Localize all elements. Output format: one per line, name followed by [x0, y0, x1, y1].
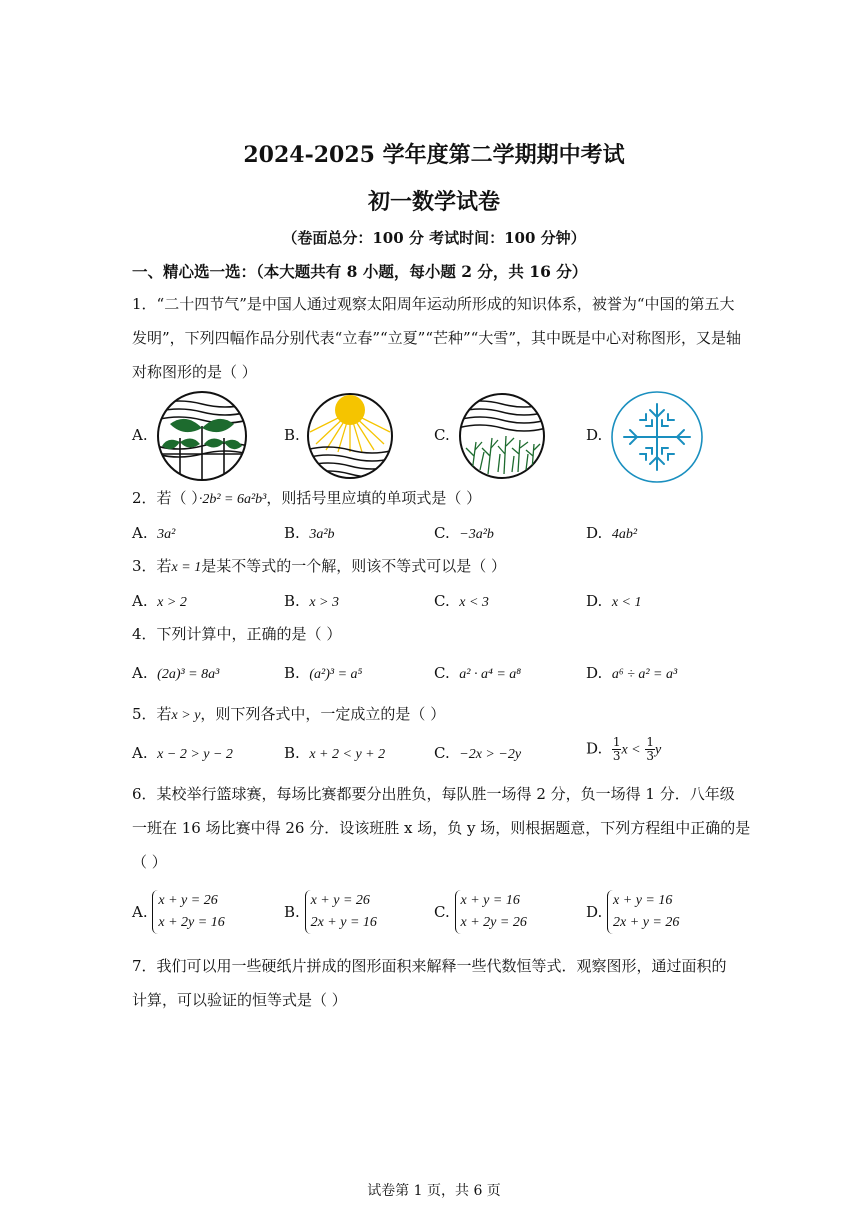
q7-line2: 计算，可以验证的恒等式是（ ）	[132, 991, 347, 1009]
q2-option-c-label: C.	[434, 524, 450, 542]
q6-option-b-label: B.	[284, 903, 300, 921]
q2-option-d	[586, 524, 637, 543]
q1-line3: 对称图形的是（ ）	[132, 363, 257, 381]
lixia-icon	[306, 392, 394, 480]
q2-stem	[132, 488, 738, 510]
q2-stem-expr: ·2b² = 6a²b³	[198, 492, 267, 507]
q5-option-b-text: x + 2 < y + 2	[309, 747, 386, 762]
q4-option-d-text: a⁶ ÷ a² = a³	[611, 667, 678, 682]
q4-option-b	[284, 664, 362, 683]
q5-option-d-fraction-2: $\frac{1}{3}$	[646, 735, 655, 763]
q3-option-d-text: x < 1	[611, 595, 642, 610]
q2-option-a-label: A.	[132, 524, 148, 542]
q5-option-c-label: C.	[434, 744, 450, 762]
q5-option-a	[132, 744, 233, 763]
q5-option-b-label: B.	[284, 744, 300, 762]
q2-stem-pre: 2．若（ ）	[132, 489, 199, 507]
q6-option-b-system: x + y = 26 2x + y = 16	[305, 890, 377, 934]
q3-option-a-text: x > 2	[157, 595, 187, 610]
q3-option-c-text: x < 3	[459, 595, 489, 610]
q3-option-b-text: x > 3	[309, 595, 340, 610]
q5-option-c	[434, 744, 521, 763]
q6-option-c-system: x + y = 16 x + 2y = 26	[455, 890, 527, 934]
q1-line1: 1．“二十四节气”是中国人通过观察太阳周年运动所形成的知识体系，被誉为“中国的第五大	[132, 295, 735, 313]
exam-info: （卷面总分：100 分 考试时间：100 分钟）	[282, 229, 586, 247]
q4-option-b-text: (a²)³ = a⁵	[309, 667, 363, 682]
q6-option-a-system: x + y = 26 x + 2y = 16	[152, 890, 224, 934]
q2-option-d-label: D.	[586, 524, 603, 542]
q4-option-c	[434, 664, 521, 683]
q3-option-c	[434, 592, 489, 611]
q1-option-d-label: D.	[586, 426, 603, 444]
exam-title: 2024-2025 学年度第二学期期中考试	[243, 142, 625, 168]
q1-option-b-label: B.	[284, 426, 300, 444]
q4-option-a-label: A.	[132, 664, 148, 682]
q6-option-d	[586, 890, 679, 934]
exam-subtitle: 初一数学试卷	[367, 189, 500, 215]
q3-option-b-label: B.	[284, 592, 300, 610]
q7-line1: 7．我们可以用一些硬纸片拼成的图形面积来解释一些代数恒等式．观察图形，通过面积的	[132, 957, 727, 975]
q3-stem	[132, 556, 738, 578]
q4-option-a-text: (2a)³ = 8a³	[157, 667, 220, 682]
q2-option-b-label: B.	[284, 524, 300, 542]
q3-option-a-label: A.	[132, 592, 148, 610]
q3-stem-post: 是某不等式的一个解，则该不等式可以是（ ）	[201, 557, 506, 575]
q5-stem-post: ，则下列各式中，一定成立的是（ ）	[200, 705, 446, 723]
q3-option-d-label: D.	[586, 592, 603, 610]
q6-option-d-system: x + y = 16 2x + y = 26	[607, 890, 679, 934]
q4-option-d-label: D.	[586, 664, 603, 682]
q3-option-b	[284, 592, 339, 611]
q2-option-c-text: −3a²b	[459, 527, 494, 542]
q6-option-d-label: D.	[586, 903, 603, 921]
q2-stem-post: ，则括号里应填的单项式是（ ）	[266, 489, 482, 507]
q2-option-b-text: 3a²b	[309, 527, 335, 542]
q4-option-d	[586, 664, 677, 683]
q2-option-b	[284, 524, 335, 543]
lichun-icon	[156, 390, 248, 482]
q5-option-d-left: x <	[621, 742, 641, 758]
daxue-icon	[610, 390, 704, 484]
q6-option-b	[284, 890, 377, 934]
q3-option-d	[586, 592, 641, 611]
q4-option-b-label: B.	[284, 664, 300, 682]
q6-option-c	[434, 890, 527, 934]
q2-option-a-text: 3a²	[157, 527, 176, 542]
q6-option-a-label: A.	[132, 903, 148, 921]
q1-option-c-label: C.	[434, 426, 450, 444]
q2-option-c	[434, 524, 494, 543]
q5-stem-pre: 5．若	[132, 705, 172, 723]
q1-line2: 发明”，下列四幅作品分别代表“立春”“立夏”“芒种”“大雪”，其中既是中心对称图形，又是轴	[132, 329, 742, 347]
q6-option-a	[132, 890, 225, 934]
mangzhong-icon	[458, 392, 546, 480]
q6-option-c-label: C.	[434, 903, 450, 921]
q4-option-a	[132, 664, 219, 683]
q4-option-c-text: a² · a⁴ = a⁸	[459, 667, 522, 682]
q3-option-c-label: C.	[434, 592, 450, 610]
q5-option-d-right: y	[655, 742, 662, 758]
q5-option-a-text: x − 2 > y − 2	[157, 747, 233, 762]
q5-option-d	[586, 736, 661, 763]
q5-stem	[132, 704, 738, 726]
q5-option-a-label: A.	[132, 744, 148, 762]
q5-option-c-text: −2x > −2y	[459, 747, 522, 762]
q5-stem-expr: x > y	[171, 708, 201, 723]
q5-option-d-fraction-1: $\frac{1}{3}$	[612, 735, 621, 763]
q6-line1: 6．某校举行篮球赛，每场比赛都要分出胜负，每队胜一场得 2 分，负一场得 1 分．八年级	[132, 785, 735, 803]
q2-option-d-text: 4ab²	[611, 527, 638, 542]
q5-option-b	[284, 744, 385, 763]
q1-option-a-label: A.	[132, 426, 148, 444]
page-footer: 试卷第 1 页，共 6 页	[367, 1183, 501, 1199]
q5-option-d-label: D.	[586, 739, 603, 758]
q2-option-a	[132, 524, 175, 543]
section-heading: 一、精心选一选：（本大题共有 8 小题，每小题 2 分，共 16 分）	[132, 262, 588, 281]
q3-stem-pre: 3．若	[132, 557, 172, 575]
q6-line2: 一班在 16 场比赛中得 26 分．设该班胜 x 场，负 y 场，则根据题意，下列方程组中正确的是	[132, 819, 751, 837]
q3-stem-expr: x = 1	[171, 560, 202, 575]
q4-stem: 4．下列计算中，正确的是（ ）	[132, 625, 342, 643]
q3-option-a	[132, 592, 187, 611]
q4-option-c-label: C.	[434, 664, 450, 682]
q6-line3: （ ）	[132, 853, 167, 871]
